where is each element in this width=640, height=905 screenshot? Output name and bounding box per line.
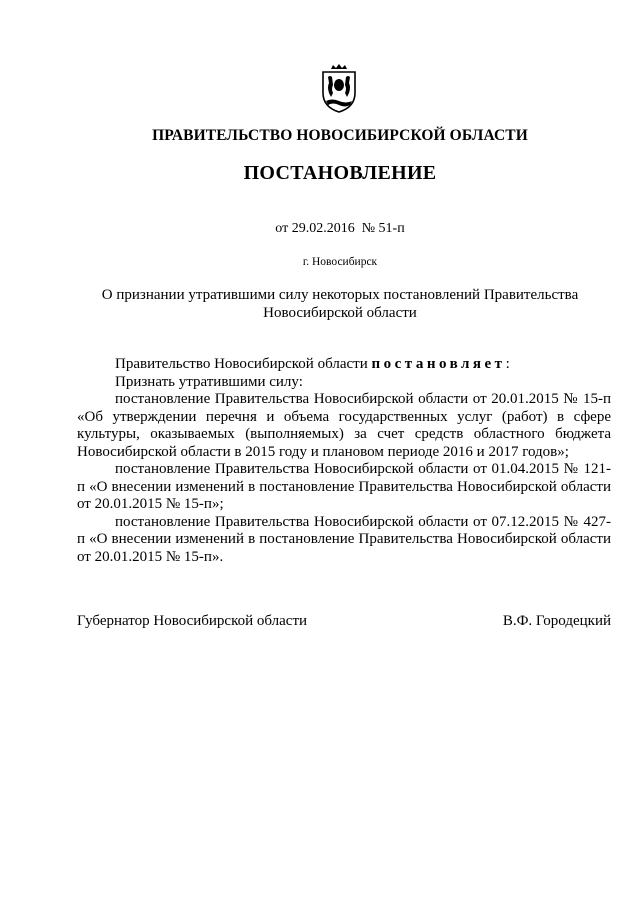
- subject-line-2: Новосибирской области: [263, 304, 417, 321]
- date-and-number: от 29.02.2016 № 51-п: [275, 221, 405, 236]
- intro-verb: постановляет: [371, 356, 506, 372]
- resolution-intro: [77, 356, 611, 374]
- document-body: [77, 356, 611, 566]
- organization-title: ПРАВИТЕЛЬСТВО НОВОСИБИРСКОЙ ОБЛАСТИ: [152, 127, 528, 144]
- repealed-item-2: постановление Правительства Новосибирской области от 01.04.2015 № 121-п «О внесении изменений в постановление Правительства Новосибирской области от 20.01.2015 № 15-п»;: [77, 461, 611, 512]
- document-type-title: ПОСТАНОВЛЕНИЕ: [243, 162, 437, 184]
- coat-of-arms-icon: [318, 63, 360, 113]
- document-subject: [60, 287, 620, 322]
- declaration-line: Признать утратившими силу:: [115, 373, 303, 390]
- signatory-name: В.Ф. Городецкий: [502, 613, 611, 629]
- intro-prefix: Правительство Новосибирской области: [115, 356, 372, 372]
- subject-line-1: О признании утратившими силу некоторых постановлений Правительства: [101, 287, 579, 303]
- repealed-item-1: постановление Правительства Новосибирской области от 20.01.2015 № 15-п «Об утверждении перечня и объема государственных услуг (работ) в сфере культуры, оказываемых (выполняемых) за счет средств областного бюджета Новосибирской области в 2015 году и плановом периоде 2016 и 2017 годов»;: [77, 391, 611, 460]
- city-label: г. Новосибирск: [302, 256, 378, 268]
- repealed-item-3: постановление Правительства Новосибирской области от 07.12.2015 № 427-п «О внесении изменений в постановление Правительства Новосибирской области от 20.01.2015 № 15-п».: [77, 513, 611, 565]
- signatory-position: Губернатор Новосибирской области: [77, 613, 308, 629]
- intro-suffix: :: [505, 356, 510, 372]
